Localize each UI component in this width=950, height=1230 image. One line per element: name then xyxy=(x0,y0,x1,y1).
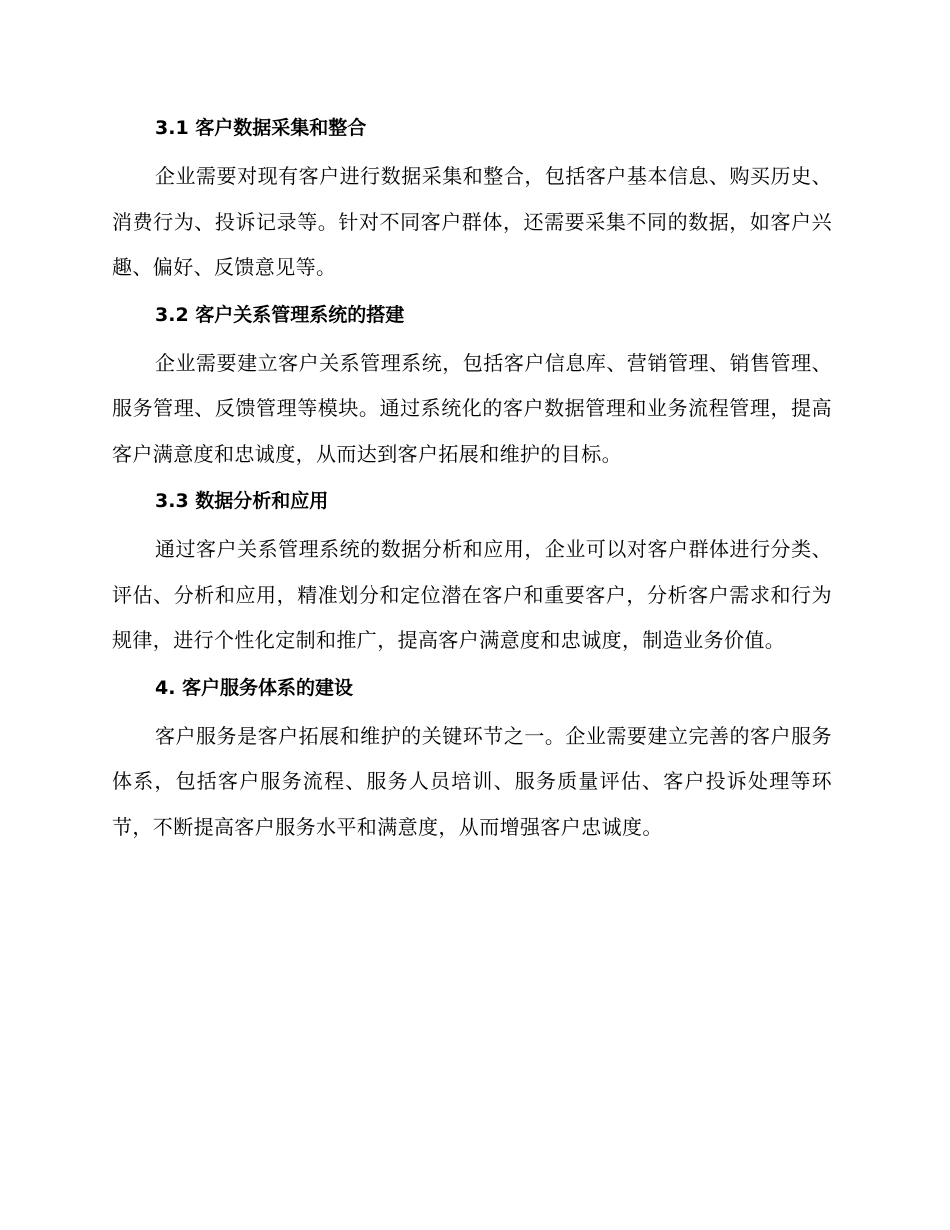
section-paragraph-4: 客户服务是客户拓展和维护的关键环节之一。企业需要建立完善的客户服务体系，包括客户服务流程、服务人员培训、服务质量评估、客户投诉处理等环节，不断提高客户服务水平和满意度，从而增强客户忠诚度。 xyxy=(112,723,832,839)
section-paragraph-3-2: 企业需要建立客户关系管理系统，包括客户信息库、营销管理、销售管理、服务管理、反馈管理等模块。通过系统化的客户数据管理和业务流程管理，提高客户满意度和忠诚度，从而达到客户拓展和维护的目标。 xyxy=(112,350,832,466)
section-heading-3-2: 3.2 客户关系管理系统的搭建 xyxy=(155,303,405,326)
section-heading-4: 4. 客户服务体系的建设 xyxy=(155,676,354,699)
section-heading-3-3: 3.3 数据分析和应用 xyxy=(155,490,329,512)
document-body xyxy=(112,108,832,850)
section-paragraph-3-3: 通过客户关系管理系统的数据分析和应用，企业可以对客户群体进行分类、评估、分析和应用，精准划分和定位潜在客户和重要客户，分析客户需求和行为规律，进行个性化定制和推广，提高客户满意度和忠诚度，制造业务价值。 xyxy=(112,537,832,652)
section-heading-3-1: 3.1 客户数据采集和整合 xyxy=(155,117,367,139)
section-paragraph-3-1: 企业需要对现有客户进行数据采集和整合，包括客户基本信息、购买历史、消费行为、投诉记录等。针对不同客户群体，还需要采集不同的数据，如客户兴趣、偏好、反馈意见等。 xyxy=(112,164,832,279)
